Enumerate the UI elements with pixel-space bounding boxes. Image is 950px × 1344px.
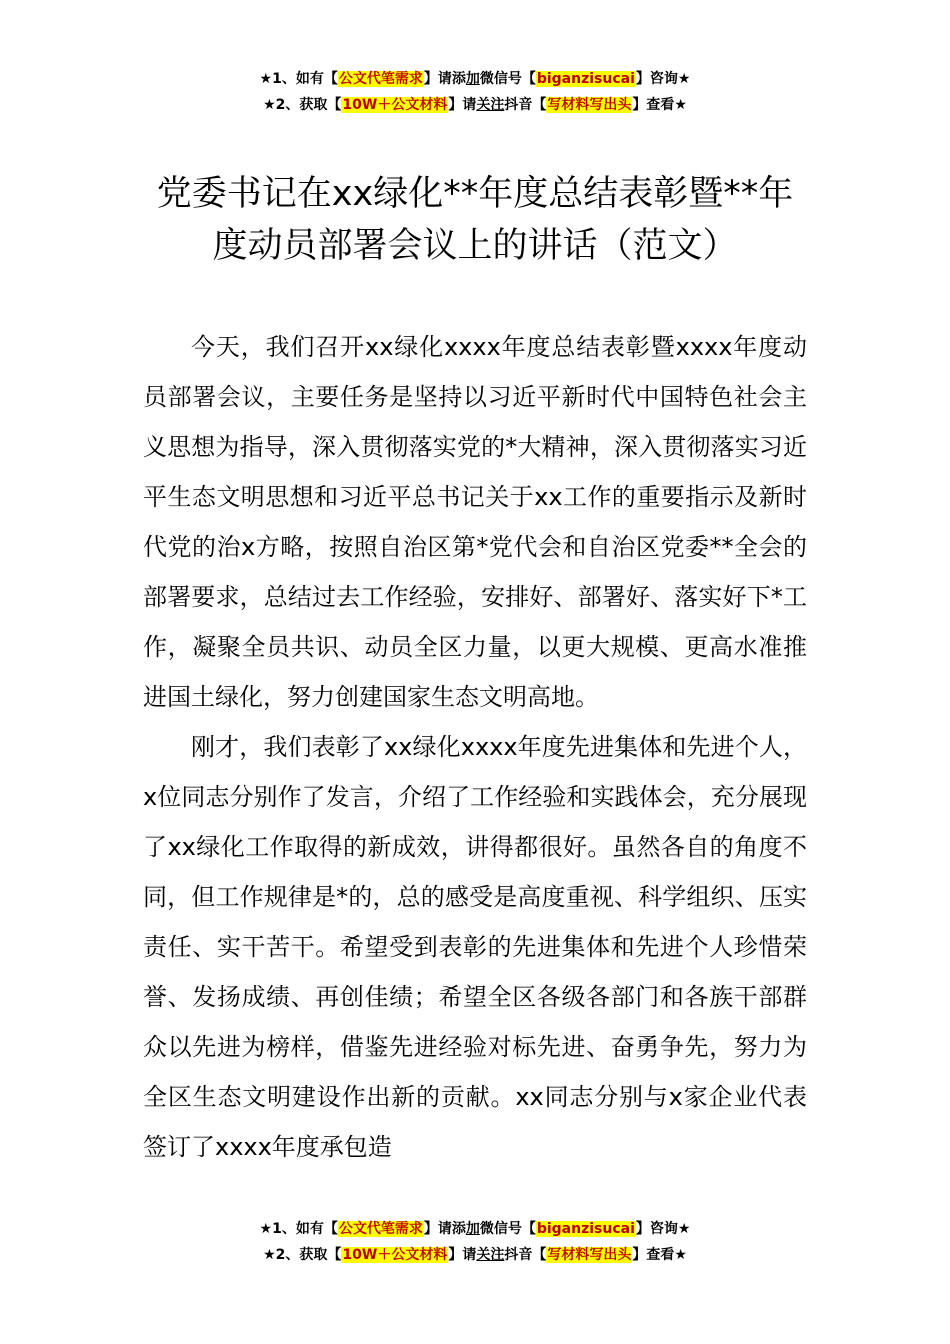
banner-text: 】咨询★: [635, 71, 691, 87]
paragraph: 今天，我们召开xx绿化xxxx年度总结表彰暨xxxx年度动员部署会议，主要任务是坚持以习近平新时代中国特色社会主义思想为指导，深入贯彻落实党的*大精神，深入贯彻落实习近平生态文明思想和习近平总书记关于xx工作的重要指示及新时代党的治x方略，按照自治区第*党代会和自治区党委**全会的部署要求，总结过去工作经验，安排好、部署好、落实好下*工作，凝聚全员共识、动员全区力量，以更大规模、更高水准推进国土绿化，努力创建国家生态文明高地。: [143, 333, 807, 711]
document-title: [100, 168, 850, 272]
banner-underlined: 加: [465, 1221, 480, 1237]
banner-highlight: 10W＋公文材料: [342, 97, 448, 113]
banner-text: 】查看★: [632, 1247, 687, 1263]
banner-text: 】请: [448, 1247, 477, 1263]
banner-text: ★2、获取【: [263, 1247, 342, 1263]
banner-text: 抖音【: [504, 97, 547, 113]
banner-text: ★1、如有【: [259, 1221, 338, 1237]
footer-banner: [0, 1216, 950, 1268]
banner-text: ★1、如有【: [259, 71, 338, 87]
banner-highlight: biganzisucai: [536, 71, 635, 87]
banner-text: 抖音【: [504, 1247, 547, 1263]
title-line-1: 党委书记在xx绿化**年度总结表彰暨**年: [156, 174, 794, 214]
banner-highlight: 写材料写出头: [547, 97, 632, 113]
banner-underlined: 关注: [476, 1247, 505, 1263]
paragraph: 刚才，我们表彰了xx绿化xxxx年度先进集体和先进个人，x位同志分别作了发言，介绍了工作经验和实践体会，充分展现了xx绿化工作取得的新成效，讲得都很好。虽然各自的角度不同，但工作规律是*的，总的感受是高度重视、科学组织、压实责任、实干苦干。希望受到表彰的先进集体和先进个人珍惜荣誉、发扬成绩、再创佳绩；希望全区各级各部门和各族干部群众以先进为榜样，借鉴先进经验对标先进、奋勇争先，努力为全区生态文明建设作出新的贡献。xx同志分别与x家企业代表签订了xxxx年度承包造: [143, 733, 807, 1161]
banner-text: 】请添: [423, 71, 466, 87]
banner-line-2: [0, 92, 950, 118]
banner-highlight: 公文代笔需求: [338, 1221, 423, 1237]
document-body: [143, 322, 807, 1172]
banner-highlight: 公文代笔需求: [338, 71, 423, 87]
banner-text: 】查看★: [632, 97, 687, 113]
banner-text: 微信号【: [479, 1221, 536, 1237]
banner-highlight: 10W＋公文材料: [342, 1247, 448, 1263]
banner-line-2: [0, 1242, 950, 1268]
banner-underlined: 关注: [476, 97, 505, 113]
banner-highlight: biganzisucai: [536, 1221, 635, 1237]
banner-text: 】咨询★: [635, 1221, 691, 1237]
banner-text: 微信号【: [479, 71, 536, 87]
banner-line-1: [0, 66, 950, 92]
banner-highlight: 写材料写出头: [547, 1247, 632, 1263]
title-line-2: 度动员部署会议上的讲话（范文）: [212, 226, 738, 266]
banner-text: 】请: [448, 97, 477, 113]
header-banner: [0, 66, 950, 118]
banner-underlined: 加: [465, 71, 480, 87]
banner-line-1: [0, 1216, 950, 1242]
banner-text: 】请添: [423, 1221, 466, 1237]
banner-text: ★2、获取【: [263, 97, 342, 113]
